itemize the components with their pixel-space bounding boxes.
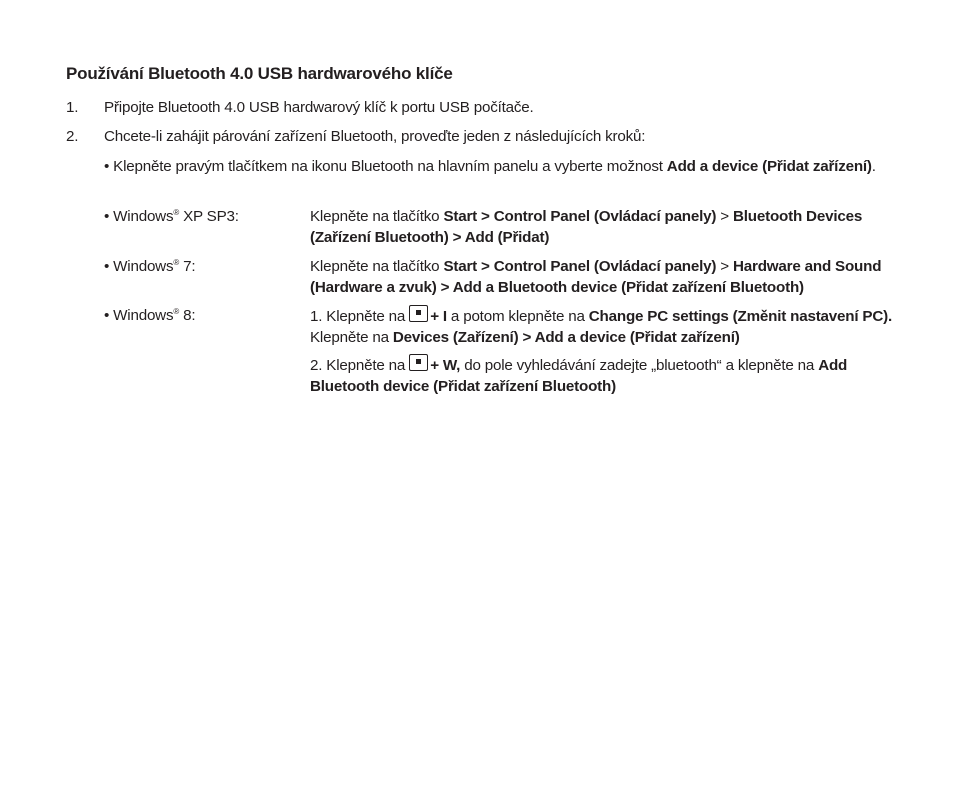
registered-mark-xp: ® [173, 208, 180, 217]
w7-separator: > [716, 258, 733, 275]
w8-b-key: + W, [430, 357, 461, 374]
w8-a-key: + I [430, 308, 447, 325]
step-1-number: 1. [66, 99, 79, 116]
w8-a-mid: a potom klepněte na [446, 308, 589, 325]
w8-b-bold: Add Bluetooth device (Přidat zařízení Bluetooth) [310, 357, 848, 395]
w8-a-mid-2: Klepněte na [310, 329, 393, 346]
os-instruction-w7 [310, 256, 900, 298]
os-version-xp: XP SP3: [179, 208, 239, 225]
w8-a-bold-1: Change PC settings (Změnit nastavení PC). [588, 308, 892, 325]
w8-a-bold-2: Devices (Zařízení) > Add a device (Přidat zařízení) [392, 329, 740, 346]
w7-path-1: Start > Control Panel (Ovládací panely) [443, 258, 717, 275]
w8-a-pre: 1. Klepněte na [310, 308, 410, 325]
os-bullet-w8: • Windows [104, 307, 174, 324]
windows-key-icon [409, 305, 428, 322]
os-instruction-w8-step1 [310, 305, 900, 348]
os-version-w8: 8: [179, 307, 196, 324]
xp-pre: Klepněte na tlačítko [310, 208, 444, 225]
bullet-taskbar-bold: Add a device (Přidat zařízení) [666, 158, 872, 175]
registered-mark-w8: ® [173, 307, 180, 316]
windows-key-icon [409, 354, 428, 371]
w7-path-2: Hardware and Sound (Hardware a zvuk) > Add a Bluetooth device (Přidat zařízení Bluetooth) [310, 258, 882, 296]
os-version-w7: 7: [179, 258, 196, 275]
os-label-xp [104, 206, 239, 227]
w8-b-mid: do pole vyhledávání zadejte „bluetooth“ a klepněte na [460, 357, 819, 374]
os-instruction-w8-step2 [310, 354, 900, 397]
xp-separator: > [716, 208, 733, 225]
step-2-text: Chcete-li zahájit párování zařízení Bluetooth, proveďte jeden z následujících kroků: [104, 128, 646, 145]
step-2-number: 2. [66, 128, 79, 145]
w8-b-pre: 2. Klepněte na [310, 357, 410, 374]
registered-mark-w7: ® [173, 258, 180, 267]
os-bullet-w7: • Windows [104, 258, 174, 275]
os-label-w8 [104, 305, 195, 326]
os-bullet-xp: • Windows [104, 208, 174, 225]
w7-pre: Klepněte na tlačítko [310, 258, 444, 275]
os-label-w7 [104, 256, 195, 277]
bullet-taskbar-end: . [871, 158, 876, 175]
section-title: Používání Bluetooth 4.0 USB hardwarového klíče [66, 64, 453, 83]
step-1-text: Připojte Bluetooth 4.0 USB hardwarový klíč k portu USB počítače. [104, 99, 534, 116]
bullet-taskbar-option [104, 156, 894, 177]
os-instruction-xp [310, 206, 900, 248]
xp-path-2: Bluetooth Devices (Zařízení Bluetooth) > Add (Přidat) [310, 208, 863, 246]
xp-path-1: Start > Control Panel (Ovládací panely) [443, 208, 717, 225]
bullet-taskbar-text: • Klepněte pravým tlačítkem na ikonu Bluetooth na hlavním panelu a vyberte možnost [104, 158, 667, 175]
